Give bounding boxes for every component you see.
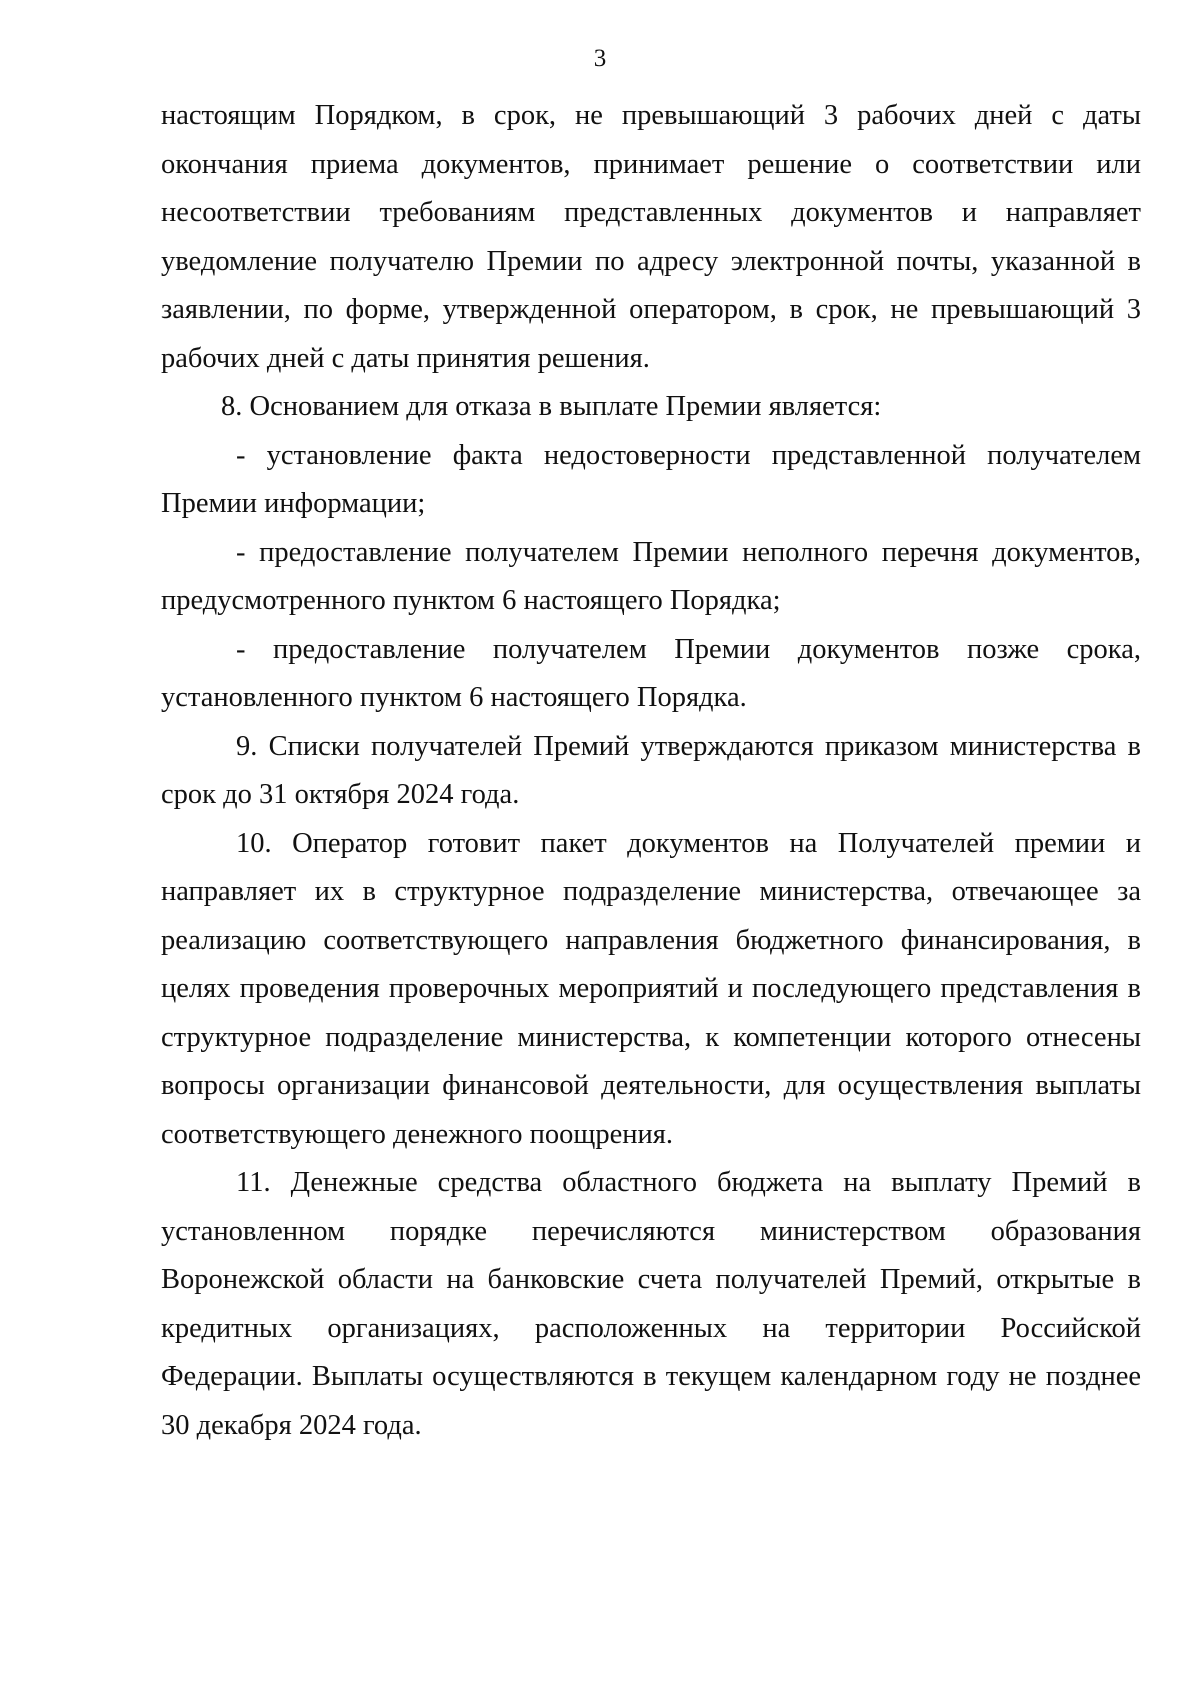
paragraph-item-8-bullet-3: - предоставление получателем Премии документов позже срока, установленного пунктом 6 настоящего Порядка. [161,633,1141,713]
paragraph-item-8: 8. Основанием для отказа в выплате Премии является: [221,391,882,422]
paragraph-continuation: настоящим Порядком, в срок, не превышающий 3 рабочих дней с даты окончания приема документов, принимает решение о соответствии или несоответствии требованиям представленных документов и направляет уведомление получателю Премии по адресу электронной почты, указанной в заявлении, по форме, утвержденной оператором, в срок, не превышающий 3 рабочих дней с даты принятия решения. [161,100,1141,374]
paragraph-item-8-bullet-2: - предоставление получателем Премии неполного перечня документов, предусмотренного пунктом 6 настоящего Порядка; [161,536,1141,616]
paragraph-item-9: 9. Списки получателей Премий утверждаются приказом министерства в срок до 31 октября 2024 года. [161,730,1141,810]
page-number: 3 [593,45,607,72]
paragraph-item-10: 10. Оператор готовит пакет документов на Получателей премии и направляет их в структурное подразделение министерства, отвечающее за реализацию соответствующего направления бюджетного финансирования, в целях проведения проверочных мероприятий и последующего представления в структурное подразделение министерства, к компетенции которого отнесены вопросы организации финансовой деятельности, для осуществления выплаты соответствующего денежного поощрения. [161,827,1141,1150]
document-body [161,92,1141,1450]
paragraph-item-8-bullet-1: - установление факта недостоверности представленной получателем Премии информации; [161,439,1141,519]
paragraph-item-11: 11. Денежные средства областного бюджета на выплату Премий в установленном порядке перечисляются министерством образования Воронежской области на банковские счета получателей Премий, открытые в кредитных организациях, расположенных на территории Российской Федерации. Выплаты осуществляются в текущем календарном году не позднее 30 декабря 2024 года. [161,1167,1141,1441]
